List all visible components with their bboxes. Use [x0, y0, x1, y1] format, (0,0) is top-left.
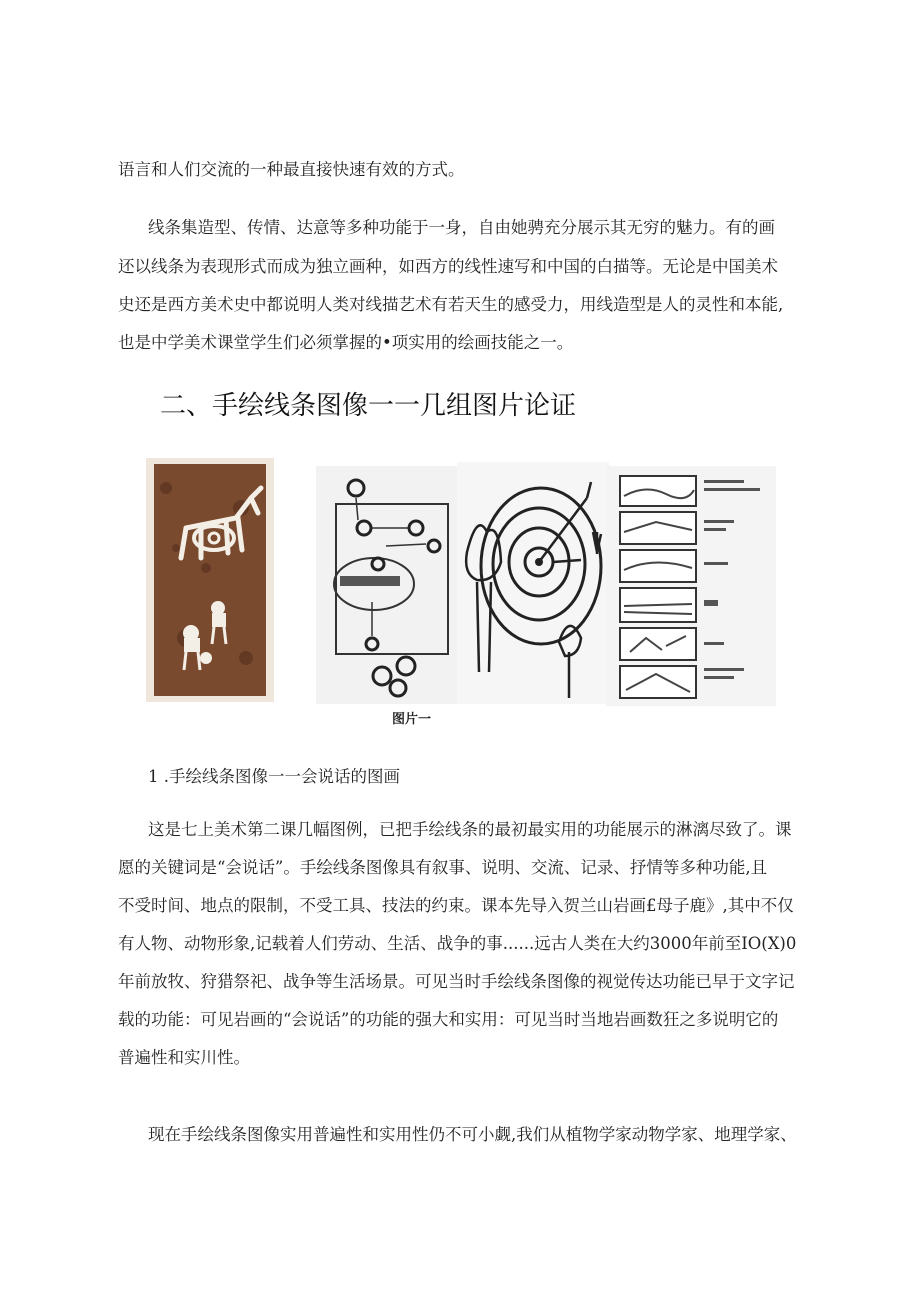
subheading: 1 .手绘线条图像一一会说话的图画	[148, 767, 400, 786]
storyboard-sketch	[606, 466, 776, 706]
text-line: 现在手绘线条图像实用普遍性和实用性仍不可小觑,我们从植物学家动物学家、地理学家、	[148, 1125, 797, 1144]
text-line: 普遍性和实川性。	[118, 1048, 250, 1067]
rock-painting-photo	[146, 458, 274, 702]
cell-diagram-sketch	[316, 466, 458, 704]
text-line: 年前放牧、狩猎祭祀、战争等生活场景。可见当时手绘线条图像的视觉传达功能已早于文字记	[118, 972, 795, 991]
text-line: 这是七上美术第二课几幅图例，已把手绘线条的最初最实用的功能展示的淋漓尽致了。课	[148, 820, 792, 839]
text-line: 不受时间、地点的限制，不受工具、技法的约束。课本先导入贺兰山岩画£母子鹿》,其中不仅	[118, 896, 794, 915]
section-heading: 二、手绘线条图像一一几组图片论证	[160, 391, 577, 421]
text-line: 语言和人们交流的一种最直接快速有效的方式。	[118, 160, 465, 179]
text-line: 也是中学美术课堂学生们必须掌握的•项实用的绘画技能之一。	[118, 333, 574, 352]
text-line: 还以线条为表现形式而成为独立画种，如西方的线性速写和中国的白描等。无论是中国美术	[118, 257, 778, 276]
text-line: 线条集造型、传情、达意等多种功能于一身，自由她骋充分展示其无穷的魅力。有的画	[148, 218, 775, 237]
text-line: 愿的关键词是“会说话”。手绘线条图像具有叙事、说明、交流、记录、抒情等多种功能,且	[118, 858, 768, 877]
text-line: 史还是西方美术史中都说明人类对线描艺术有若天生的感受力，用线造型是人的灵性和本能,	[118, 295, 784, 314]
figure-caption: 图片一	[392, 712, 432, 727]
target-sketch	[457, 462, 609, 704]
text-line: 载的功能：可见岩画的“会说话”的功能的强大和实用：可见当时当地岩画数狂之多说明它的	[118, 1010, 779, 1029]
text-line: 有人物、动物形象,记载着人们劳动、生活、战争的事......远古人类在大约3000年前至IO(X)0	[118, 934, 797, 953]
